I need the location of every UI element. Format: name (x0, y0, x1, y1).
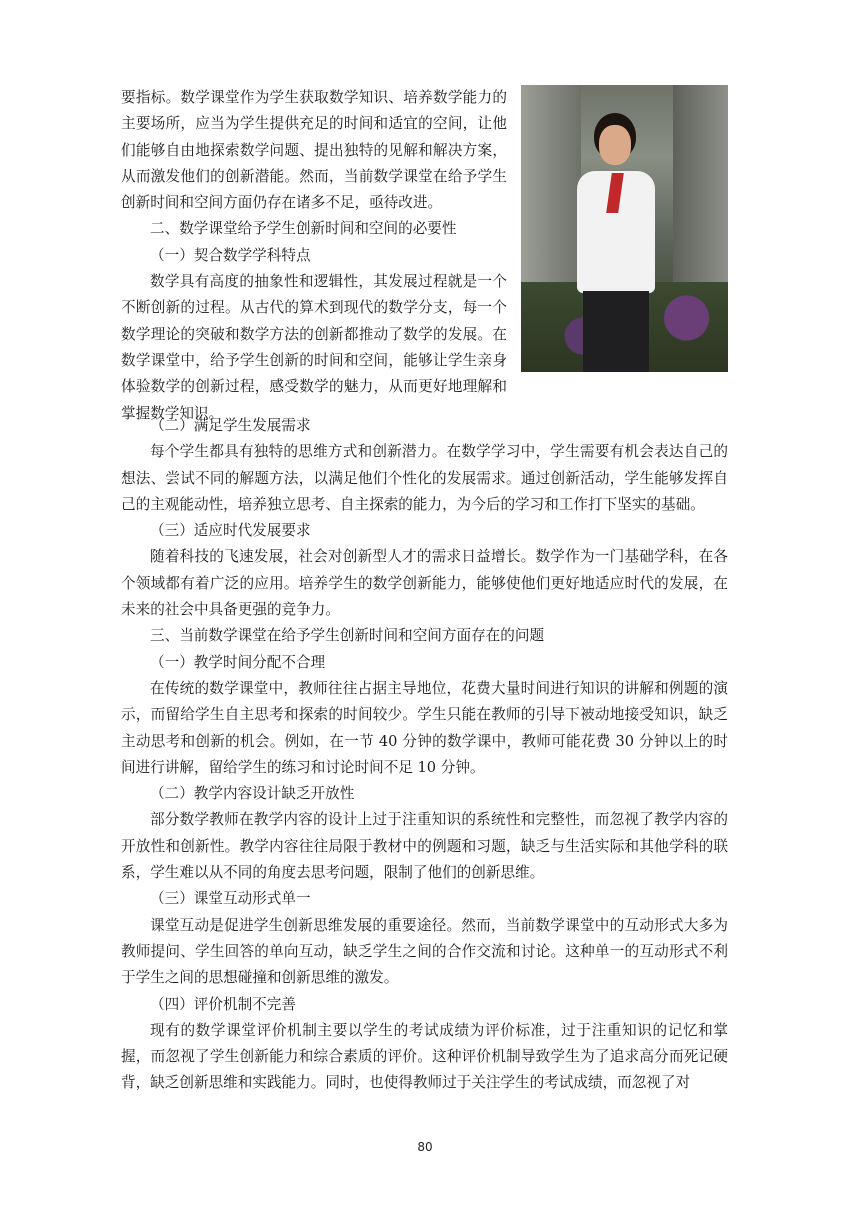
main-section (121, 413, 728, 1097)
paragraph-2-3: 随着科技的飞速发展，社会对创新型人才的需求日益增长。数学作为一门基础学科，在各个领域都有着广泛的应用。培养学生的数学创新能力，能够使他们更好地适应时代的发展，在未来的社会中具备更强的竞争力。 (121, 548, 728, 619)
paragraph-3-2: 部分数学教师在教学内容的设计上过于注重知识的系统性和完整性，而忽视了教学内容的开放性和创新性。教学内容往往局限于教材中的例题和习题，缺乏与生活实际和其他学科的联系，学生难以从不同的角度去思考问题，限制了他们的创新思维。 (121, 811, 728, 882)
page-number: 80 (417, 1140, 433, 1154)
subheading-3-1: （一）教学时间分配不合理 (150, 653, 326, 671)
paragraph-2-2: 每个学生都具有独特的思维方式和创新潜力。在数学学习中，学生需要有机会表达自己的想法、尝试不同的解题方法，以满足他们个性化的发展需求。通过创新活动，学生能够发挥自己的主观能动性，培养独立思考、自主探索的能力，为今后的学习和工作打下坚实的基础。 (121, 443, 728, 513)
top-section (121, 85, 728, 427)
subheading-3-2: （二）教学内容设计缺乏开放性 (150, 785, 355, 803)
subheading-2-3: （三）适应时代发展要求 (150, 522, 311, 540)
person-figure (571, 113, 661, 372)
subheading-2-2: （二）满足学生发展需求 (150, 417, 311, 434)
subheading-3-3: （三）课堂互动形式单一 (150, 890, 311, 908)
paragraph-2-1: 数学具有高度的抽象性和逻辑性，其发展过程就是一个不断创新的过程。从古代的算术到现代的数学分支，每一个数学理论的突破和数学方法的创新都推动了数学的发展。在数学课堂中，给予学生创新的时间和空间，能够让学生亲身体验数学的创新过程，感受数学的魅力，从而更好地理解和掌握数学知识。 (121, 273, 507, 422)
author-photo (521, 85, 728, 372)
paragraph-3-1: 在传统的数学课堂中，教师往往占据主导地位，花费大量时间进行知识的讲解和例题的演示，而留给学生自主思考和探索的时间较少。学生只能在教师的引导下被动地接受知识，缺乏主动思考和创新的机会。例如，在一节 40 分钟的数学课中，教师可能花费 30 分钟以上的时间进行讲解，留给学生的练习和讨论时间不足 10 分钟。 (121, 679, 728, 776)
paragraph-3-3: 课堂互动是促进学生创新思维发展的重要途径。然而，当前数学课堂中的互动形式大多为教师提问、学生回答的单向互动，缺乏学生之间的合作交流和讨论。这种单一的互动形式不利于学生之间的思想碰撞和创新思维的激发。 (121, 916, 728, 987)
subheading-2-1: （一）契合数学学科特点 (150, 246, 311, 264)
subheading-3-4: （四）评价机制不完善 (150, 995, 296, 1013)
paragraph-intro-continuation: 要指标。数学课堂作为学生获取数学知识、培养数学能力的主要场所，应当为学生提供充足的时间和适宜的空间，让他们能够自由地探索数学问题、提出独特的见解和解决方案，从而激发他们的创新潜能。然而，当前数学课堂在给予学生创新时间和空间方面仍存在诸多不足，亟待改进。 (121, 89, 507, 212)
paragraph-3-4: 现有的数学课堂评价机制主要以学生的考试成绩为评价标准，过于注重知识的记忆和掌握，而忽视了学生创新能力和综合素质的评价。这种评价机制导致学生为了追求高分而死记硬背，缺乏创新思维和实践能力。同时，也使得教师过于关注学生的考试成绩，而忽视了对 (121, 1021, 728, 1092)
section-heading-3: 三、当前数学课堂在给予学生创新时间和空间方面存在的问题 (150, 627, 545, 645)
section-heading-2: 二、数学课堂给予学生创新时间和空间的必要性 (150, 220, 457, 238)
